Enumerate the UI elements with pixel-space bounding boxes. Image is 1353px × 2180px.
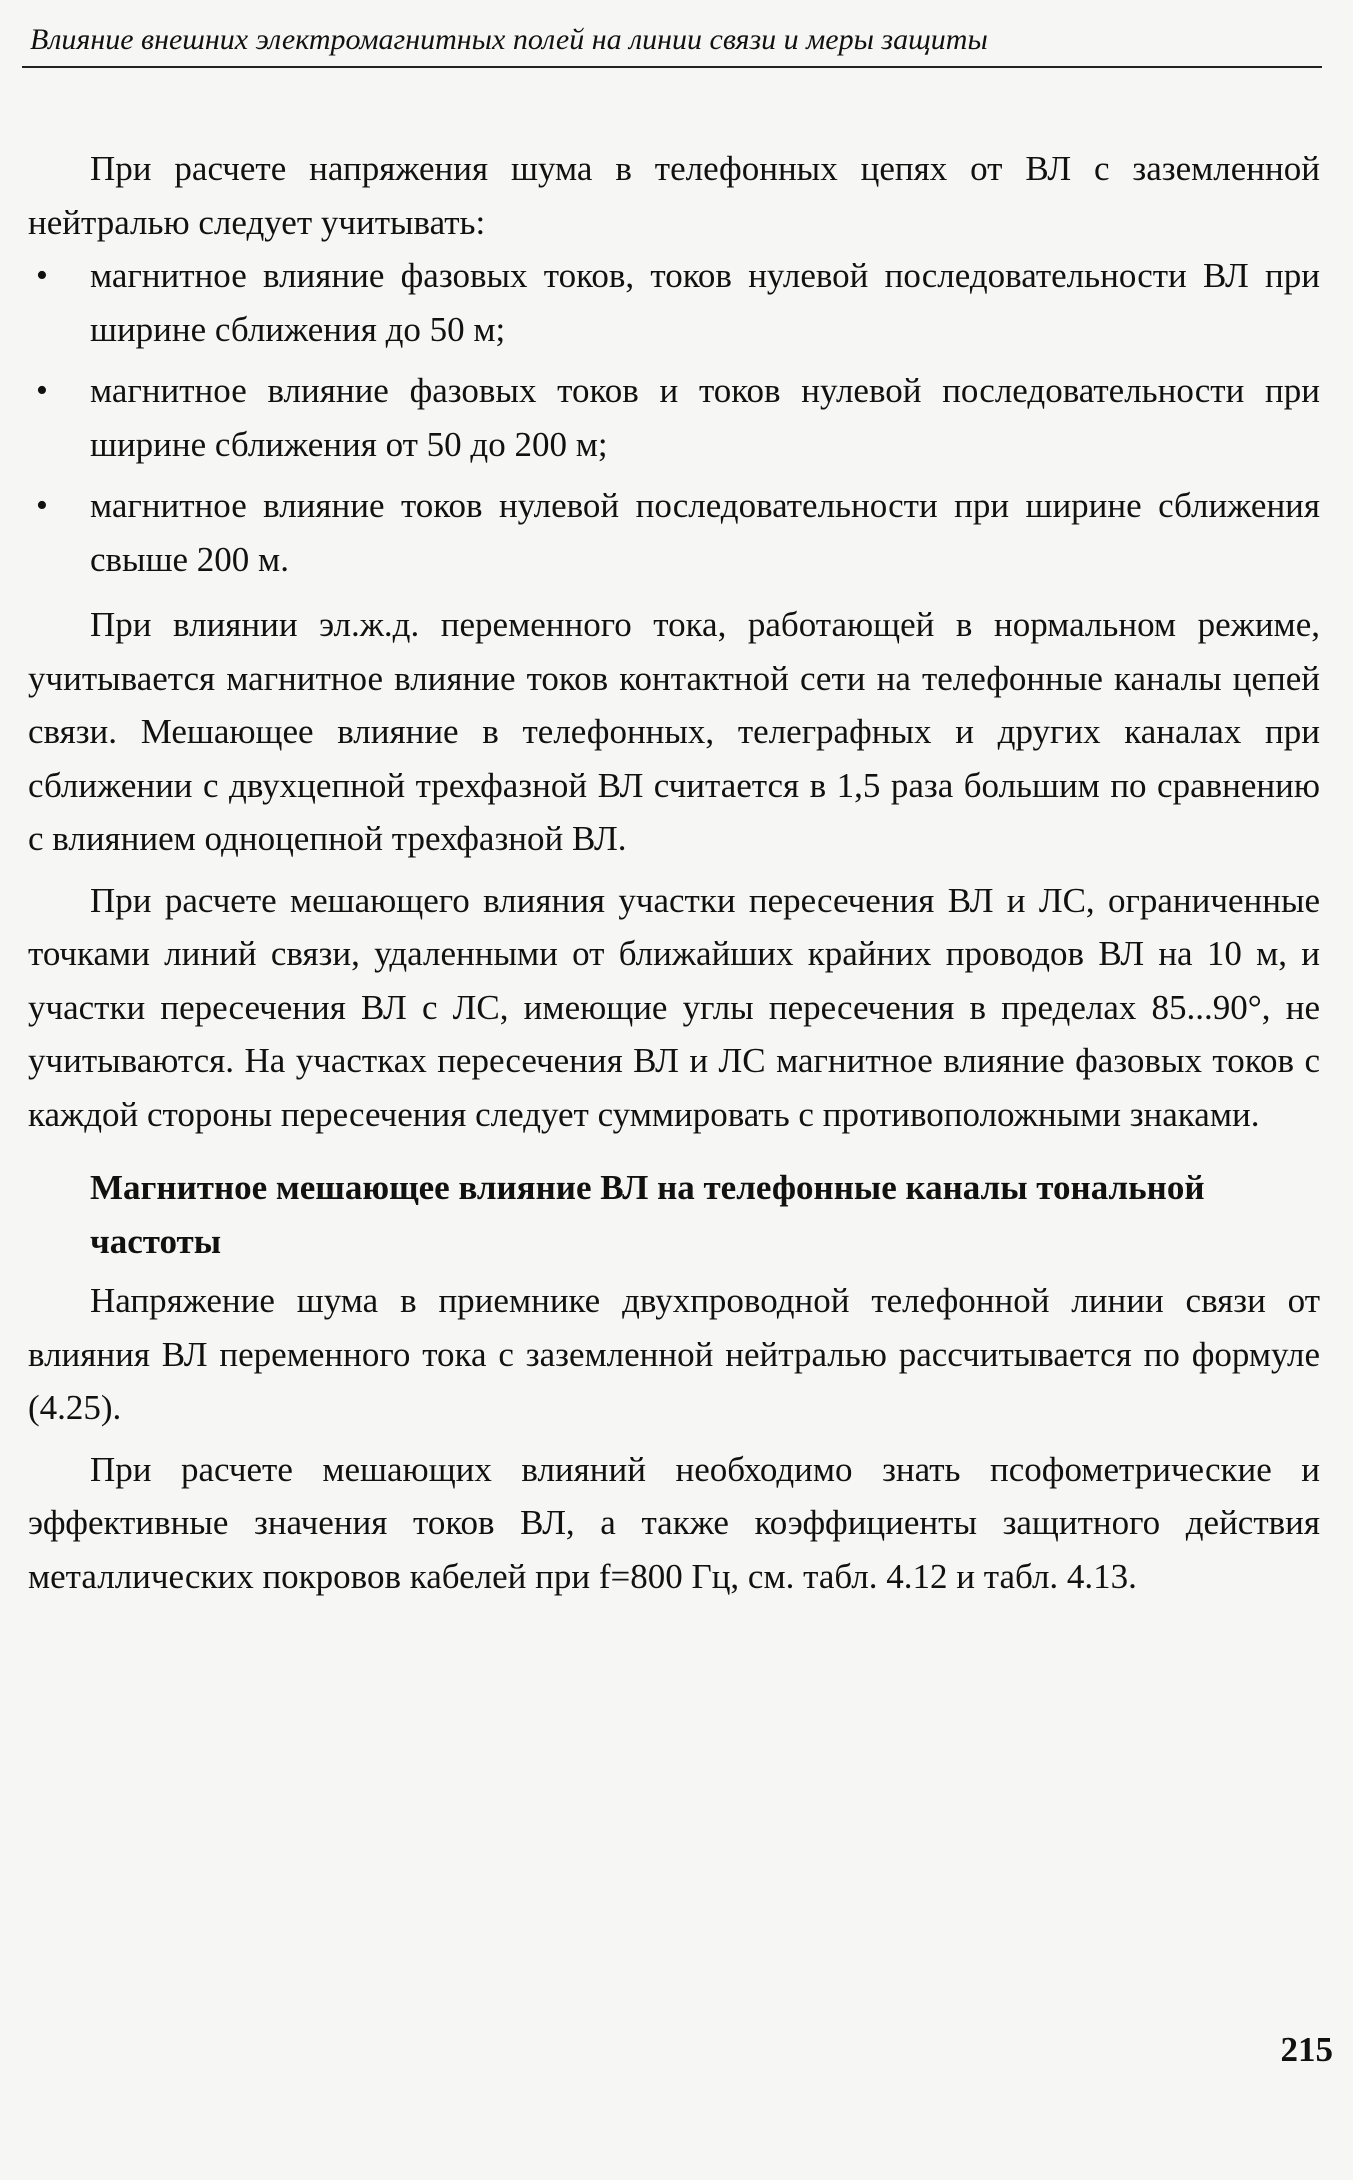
page-body (28, 142, 1320, 1603)
bullet-text: магнитное влияние фазовых токов, токов нулевой последовательности ВЛ при ширине сближения до 50 м; (90, 256, 1320, 349)
bullet-text: магнитное влияние фазовых токов и токов нулевой последовательности при ширине сближения от 50 до 200 м; (90, 371, 1320, 464)
intro-paragraph: При расчете напряжения шума в телефонных цепях от ВЛ с заземленной нейтралью следует учитывать: (28, 149, 1320, 242)
paragraph-crossing-sections: При расчете мешающего влияния участки пересечения ВЛ и ЛС, ограниченные точками линий связи, удаленными от ближайших крайних проводов ВЛ на 10 м, и участки пересечения ВЛ с ЛС, имеющие углы пересечения в пределах 85...90°, не учитываются. На участках пересечения ВЛ и ЛС магнитное влияние фазовых токов с каждой стороны пересечения следует суммировать с противоположными знаками. (28, 880, 1320, 1134)
paragraph-noise-voltage: Напряжение шума в приемнике двухпроводной телефонной линии связи от влияния ВЛ переменного тока с заземленной нейтралью рассчитывается по формуле (4.25). (28, 1281, 1320, 1427)
bullet-list (28, 249, 1320, 586)
section-heading: Магнитное мешающее влияние ВЛ на телефонные каналы тональной частоты (90, 1168, 1205, 1261)
bullet-icon: • (36, 372, 48, 409)
paragraph-electric-railway: При влиянии эл.ж.д. переменного тока, работающей в нормальном режиме, учитывается магнитное влияние токов контактной сети на телефонные каналы цепей связи. Мешающее влияние в телефонных, телеграфных и других каналах при сближении с двухцепной трехфазной ВЛ считается в 1,5 раза большим по сравнению с влиянием одноцепной трехфазной ВЛ. (28, 605, 1320, 858)
header-rule (22, 66, 1322, 68)
bullet-icon: • (36, 257, 48, 294)
paragraph-psophometric: При расчете мешающих влияний необходимо знать псофометрические и эффективные значения токов ВЛ, а также коэффициенты защитного действия металлических покровов кабелей при f=800 Гц, см. табл. 4.12 и табл. 4.13. (28, 1449, 1320, 1596)
page-number: 215 (1280, 2030, 1333, 2069)
bullet-text: магнитное влияние токов нулевой последовательности при ширине сближения свыше 200 м. (90, 486, 1320, 579)
bullet-item (28, 479, 1320, 586)
running-header: Влияние внешних электромагнитных полей на линии связи и меры защиты (30, 23, 988, 56)
bullet-item (28, 249, 1320, 356)
bullet-item (28, 364, 1320, 471)
bullet-icon: • (36, 487, 48, 524)
